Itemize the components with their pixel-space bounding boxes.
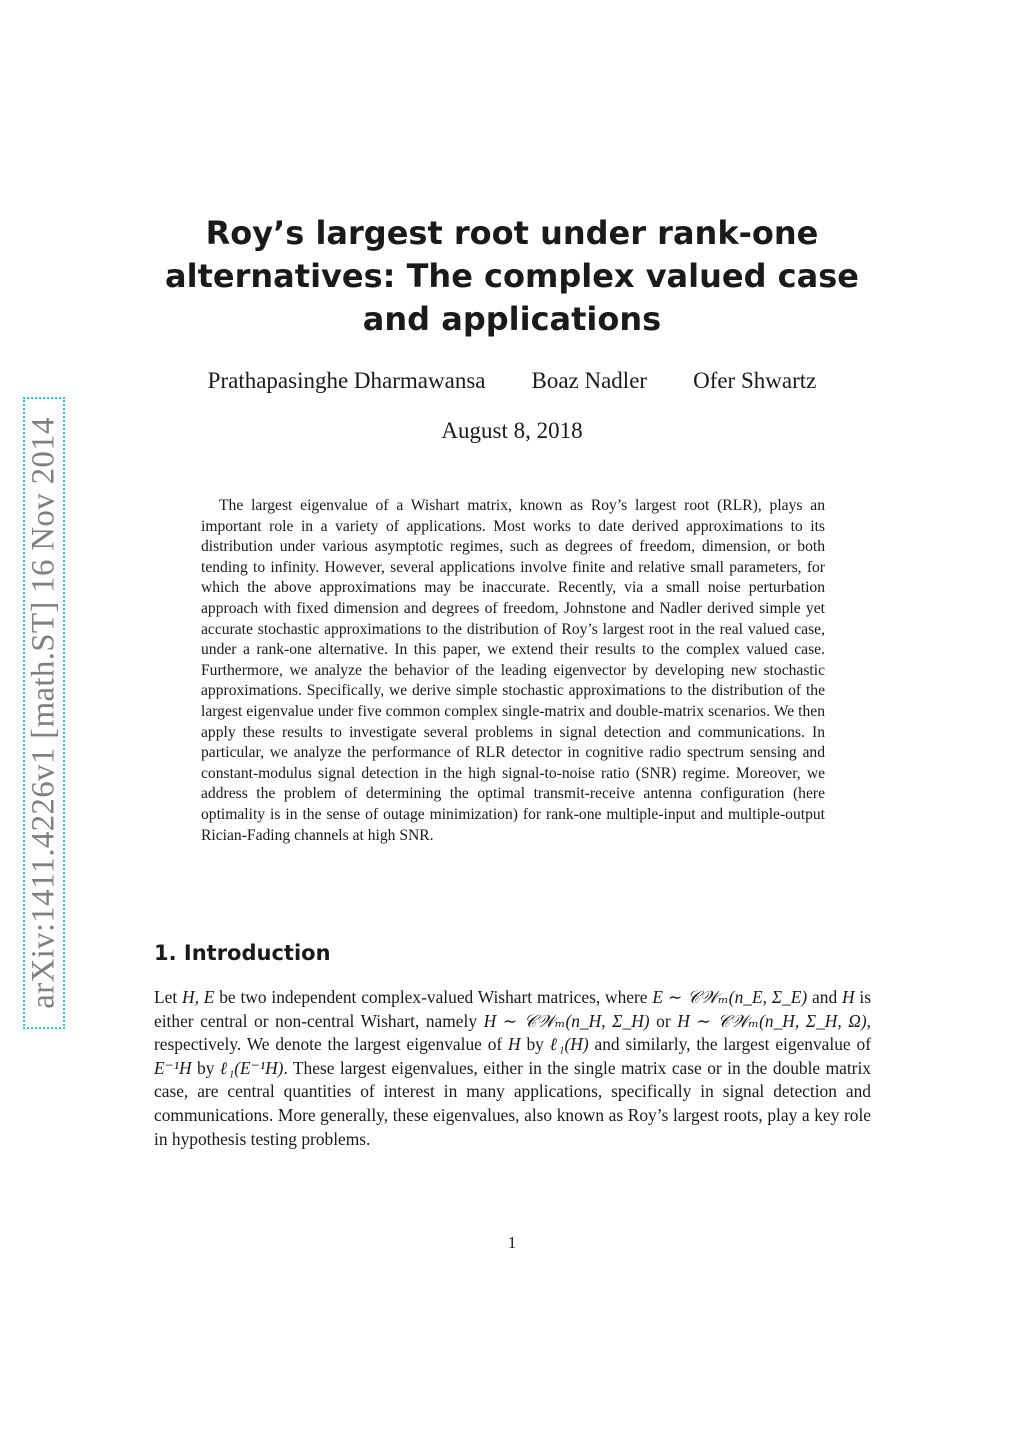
paper-title: Roy’s largest root under rank-one alternatives: The complex valued case and applications: [165, 214, 859, 338]
introduction-paragraph: [154, 986, 871, 1151]
intro-math: ℓ₁(H): [549, 1034, 589, 1055]
intro-math: H: [508, 1034, 521, 1055]
intro-math: ℓ₁(E⁻¹H): [219, 1057, 284, 1078]
author-name: Boaz Nadler: [531, 368, 648, 393]
intro-text: by: [191, 1057, 220, 1078]
intro-text: is either central or non-central Wishart, namely: [154, 987, 871, 1031]
author-name: Ofer Shwartz: [693, 368, 817, 393]
abstract-text: The largest eigenvalue of a Wishart matrix, known as Roy’s largest root (RLR), plays an important role in a variety of applications. Most works to date derived approximations to its distribution under various asymptotic regimes, such as degrees of freedom, dimension, or both tending to infinity. However, several applications involve finite and relative small parameters, for which the above approximations may be inaccurate. Recently, via a small noise perturbation approach with fixed dimension and degrees of freedom, Johnstone and Nadler derived simple yet accurate stochastic approximations to the distribution of Roy’s largest root in the real valued case, under a rank-one alternative. In this paper, we extend their results to the complex valued case. Furthermore, we analyze the behavior of the leading eigenvector by developing new stochastic approximations. Specifically, we derive simple stochastic approximations to the distribution of the largest eigenvalue under five common complex single-matrix and double-matrix scenarios. We then apply these results to investigate several problems in signal detection and communications. In particular, we analyze the performance of RLR detector in cognitive radio spectrum sensing and constant-modulus signal detection in the high signal-to-noise ratio (SNR) regime. Moreover, we address the problem of determining the optimal transmit-receive antenna configuration (here optimality is in the sense of outage minimization) for rank-one multiple-input and multiple-output Rician-Fading channels at high SNR.: [201, 497, 825, 844]
intro-math: E ∼ 𝒞𝒲ₘ(n_E, Σ_E): [652, 987, 808, 1007]
page-number: 1: [507, 1233, 517, 1252]
intro-text: , respectively. We denote the largest eigenvalue of: [154, 1010, 871, 1055]
paper-date: August 8, 2018: [441, 418, 583, 443]
intro-text: or: [649, 1010, 678, 1031]
intro-math: H: [842, 987, 855, 1007]
intro-text: and: [807, 987, 842, 1007]
author-list: [150, 366, 874, 396]
intro-math: E⁻¹H: [154, 1057, 192, 1078]
author-name: Prathapasinghe Dharmawansa: [207, 368, 486, 393]
intro-math: H ∼ 𝒞𝒲ₘ(n_H, Σ_H): [483, 1010, 650, 1031]
intro-math: H ∼ 𝒞𝒲ₘ(n_H, Σ_H, Ω): [677, 1010, 867, 1031]
section-heading-introduction: 1. Introduction: [154, 941, 331, 965]
intro-math: H, E: [182, 987, 215, 1007]
arxiv-identifier-stamp: [23, 397, 65, 1029]
intro-text: by: [520, 1034, 550, 1055]
intro-text: Let: [154, 987, 183, 1007]
intro-text: . These largest eigenvalues, either in the single matrix case or in the double matrix case, are central quantities of interest in many applications, specifically in signal detection and communications. More generally, these eigenvalues, also known as Roy’s largest roots, play a key role in hypothesis testing problems.: [154, 1057, 871, 1149]
arxiv-identifier-text: arXiv:1411.4226v1 [math.ST] 16 Nov 2014: [25, 417, 62, 1009]
intro-text: and similarly, the largest eigenvalue of: [588, 1034, 871, 1055]
intro-text: be two independent complex-valued Wishart matrices, where: [214, 987, 653, 1007]
